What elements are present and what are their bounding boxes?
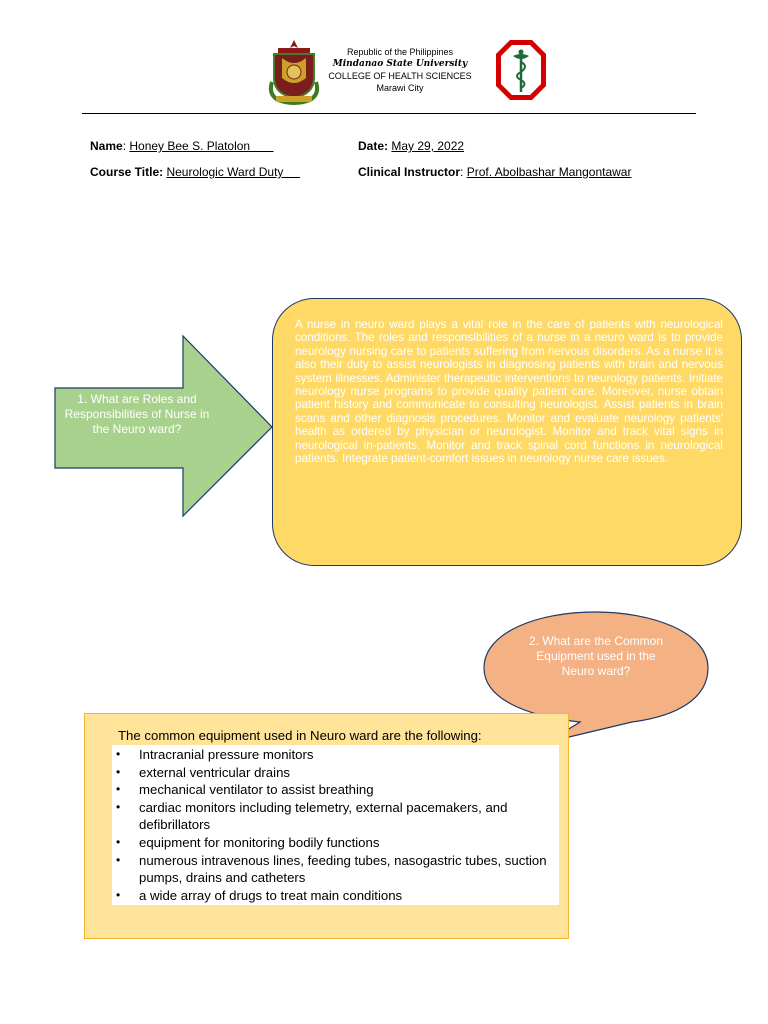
list-item: • mechanical ventilator to assist breathing bbox=[112, 781, 559, 799]
course-title-field: Course Title: Neurologic Ward Duty bbox=[90, 165, 284, 179]
header-country: Republic of the Philippines bbox=[346, 47, 454, 57]
list-item: • Intracranial pressure monitors bbox=[112, 746, 559, 764]
list-item: • cardiac monitors including telemetry, external pacemakers, and defibrillators bbox=[112, 799, 559, 834]
date-value: May 29, 2022 bbox=[391, 139, 465, 153]
equipment-list bbox=[112, 746, 559, 904]
header-divider bbox=[82, 113, 696, 114]
clinical-instructor-field: Clinical Instructor: Prof. Abolbashar Mangontawar bbox=[358, 165, 632, 179]
list-item: • equipment for monitoring bodily functions bbox=[112, 834, 559, 852]
course-title-value: Neurologic Ward Duty bbox=[166, 165, 284, 179]
header-city: Marawi City bbox=[376, 83, 424, 93]
list-item: • external ventricular drains bbox=[112, 764, 559, 782]
header-university: Mindanao State University bbox=[332, 59, 468, 69]
caduceus-icon bbox=[494, 38, 548, 102]
answer1-text: A nurse in neuro ward plays a vital role in the care of patients with neurological conditions. The roles and responsibilities of a nurse in a neuro ward is to provide neurology nursing care to patients suffering from nervous disorders. As a nurse it is also their duty to assist neurologists in diagnosing patients with brain and nervous system illnesses. Administer therapeutic interventions to neurology patients. Initiate neurology nurse programs to provide quality patient care. Moreover, nurse obtain patient history and communicate to consulting neurologist. Assist patients in brain scans and other diagnosis procedures. Monitor and evaluate neurology patients' health as ordered by physician or neurologist. Monitor and track vital signs in neurological in-patients. Monitor and track spinal cord functions in neurological patients. Integrate patient-comfort issues in neurology nurse care issues. bbox=[295, 318, 723, 466]
header-college: COLLEGE OF HEALTH SCIENCES bbox=[328, 71, 472, 81]
equipment-intro: The common equipment used in Neuro ward are the following: bbox=[118, 728, 482, 743]
date-field: Date: May 29, 2022 bbox=[358, 139, 465, 153]
clinical-instructor-value: Prof. Abolbashar Mangontawar bbox=[466, 165, 632, 179]
question2-text: 2. What are the Common Equipment used in the Neuro ward? bbox=[528, 634, 664, 678]
list-item: • numerous intravenous lines, feeding tubes, nasogastric tubes, suction pumps, drains and catheters bbox=[112, 852, 559, 887]
name-field: Name: Honey Bee S. Platolon bbox=[90, 139, 251, 153]
name-value: Honey Bee S. Platolon bbox=[129, 139, 251, 153]
question1-text: 1. What are Roles and Responsibilities of Nurse in the Neuro ward? bbox=[64, 392, 210, 436]
list-item: • a wide array of drugs to treat main conditions bbox=[112, 887, 559, 905]
